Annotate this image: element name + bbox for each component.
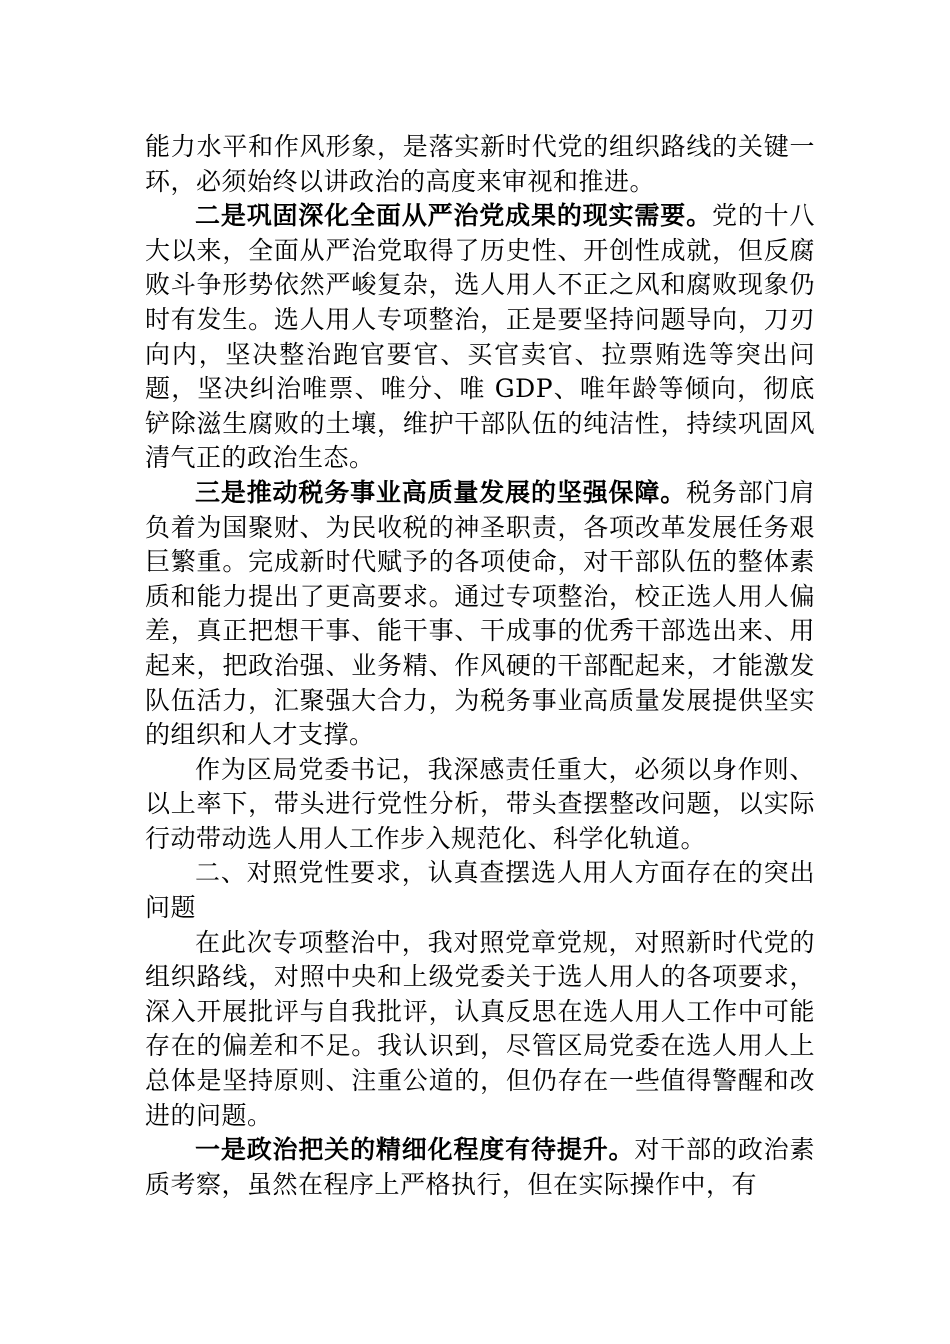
paragraph-2-text: 党的十八大以来，全面从严治党取得了历史性、开创性成就，但反腐败斗争形势依然严峻复杂，选人用人不正之风和腐败现象仍时有发生。选人用人专项整治，正是要坚持问题导向，刀刃向内，坚决整治跑官要官、买官卖官、拉票贿选等突出问题，坚决纠治唯票、唯分、唯 GDP、唯年龄等倾向，彻底铲除滋生腐败的土壤，维护干部队伍的纯洁性，持续巩固风清气正的政治生态。: [145, 201, 815, 473]
paragraph-2: [145, 199, 815, 476]
paragraph-1-text: 能力水平和作风形象，是落实新时代党的组织路线的关键一环，必须始终以讲政治的高度来审视和推进。: [145, 132, 815, 196]
paragraph-6: [145, 926, 815, 1134]
paragraph-1: [145, 130, 815, 199]
paragraph-2-lead: 二是巩固深化全面从严治党成果的现实需要。: [195, 201, 712, 231]
section-heading-text: 二、对照党性要求，认真查摆选人用人方面存在的突出问题: [145, 858, 815, 923]
paragraph-7-lead: 一是政治把关的精细化程度有待提升。: [195, 1135, 635, 1165]
paragraph-3: [145, 476, 815, 753]
paragraph-4: [145, 753, 815, 857]
paragraph-3-lead: 三是推动税务事业高质量发展的坚强保障。: [195, 477, 687, 507]
paragraph-6-text: 在此次专项整治中，我对照党章党规，对照新时代党的组织路线，对照中央和上级党委关于选人用人的各项要求，深入开展批评与自我批评，认真反思在选人用人工作中可能存在的偏差和不足。我认识到，尽管区局党委在选人用人上总体是坚持原则、注重公道的，但仍存在一些值得警醒和改进的问题。: [145, 927, 815, 1130]
section-heading: [145, 856, 815, 925]
paragraph-7: [145, 1133, 815, 1202]
paragraph-3-text: 税务部门肩负着为国聚财、为民收税的神圣职责，各项改革发展任务艰巨繁重。完成新时代赋予的各项使命，对干部队伍的整体素质和能力提出了更高要求。通过专项整治，校正选人用人偏差，真正把想干事、能干事、干成事的优秀干部选出来、用起来，把政治强、业务精、作风硬的干部配起来，才能激发队伍活力，汇聚强大合力，为税务事业高质量发展提供坚实的组织和人才支撑。: [145, 477, 815, 750]
paragraph-4-text: 作为区局党委书记，我深感责任重大，必须以身作则、以上率下，带头进行党性分析，带头查摆整改问题，以实际行动带动选人用人工作步入规范化、科学化轨道。: [145, 754, 815, 853]
document-body: [145, 130, 815, 1202]
paragraph-7-text: 对干部的政治素质考察，虽然在程序上严格执行，但在实际操作中，有: [145, 1135, 815, 1199]
